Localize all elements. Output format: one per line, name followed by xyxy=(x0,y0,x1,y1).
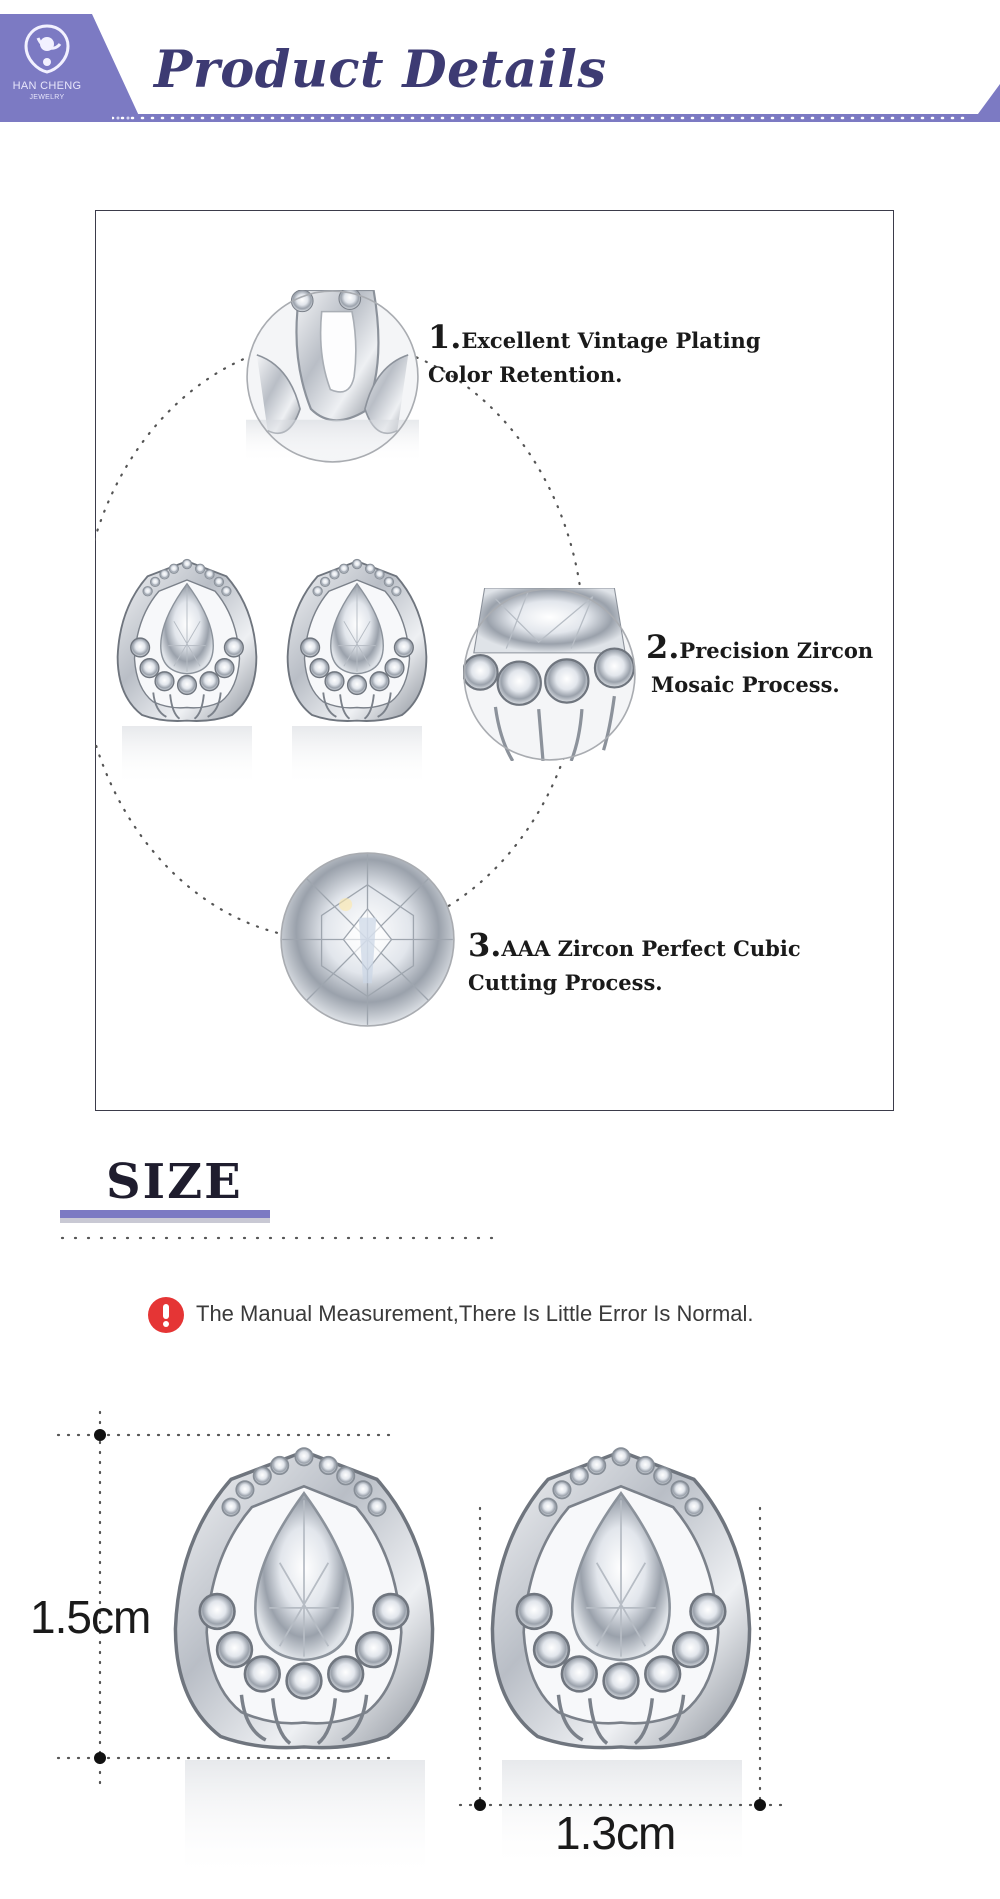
page-title: Product Details xyxy=(154,40,607,100)
brand-logo-icon xyxy=(18,22,76,76)
feature-1-line2: Color Retention. xyxy=(428,362,623,387)
feature-2-line1: Precision Zircon xyxy=(679,638,874,663)
feature-3-line2: Cutting Process. xyxy=(468,970,663,995)
feature-2-number: 2. xyxy=(646,628,680,666)
width-measurement-label: 1.3cm xyxy=(555,1807,676,1859)
height-measurement-label: 1.5cm xyxy=(30,1591,151,1643)
header-banner xyxy=(0,0,1000,125)
warning-icon xyxy=(148,1297,184,1333)
earring-right-image xyxy=(282,555,432,725)
feature-1-number: 1. xyxy=(428,318,462,356)
measurement-notice: The Manual Measurement,There Is Little Error Is Normal. xyxy=(196,1301,754,1326)
header-dots xyxy=(112,115,972,121)
feature-3-number: 3. xyxy=(468,926,502,964)
size-heading: SIZE xyxy=(106,1154,243,1210)
logo-name: HAN CHENG xyxy=(12,80,82,92)
earring-reflection xyxy=(112,726,432,786)
feature-3-line1: AAA Zircon Perfect Cubic xyxy=(501,936,801,961)
logo-subtitle: JEWELRY xyxy=(29,94,65,101)
size-underline xyxy=(60,1208,500,1248)
closeup-plating-image xyxy=(246,290,419,463)
feature-1-text xyxy=(428,320,761,392)
feature-2-text xyxy=(646,630,873,702)
feature-1-line1: Excellent Vintage Plating xyxy=(461,328,761,353)
closeup-zircon-mosaic-image xyxy=(463,588,636,761)
feature-3-text xyxy=(468,928,801,1000)
feature-2-line2: Mosaic Process. xyxy=(651,672,840,697)
closeup-cubic-zircon-image xyxy=(280,852,455,1027)
earring-left-image xyxy=(112,555,262,725)
